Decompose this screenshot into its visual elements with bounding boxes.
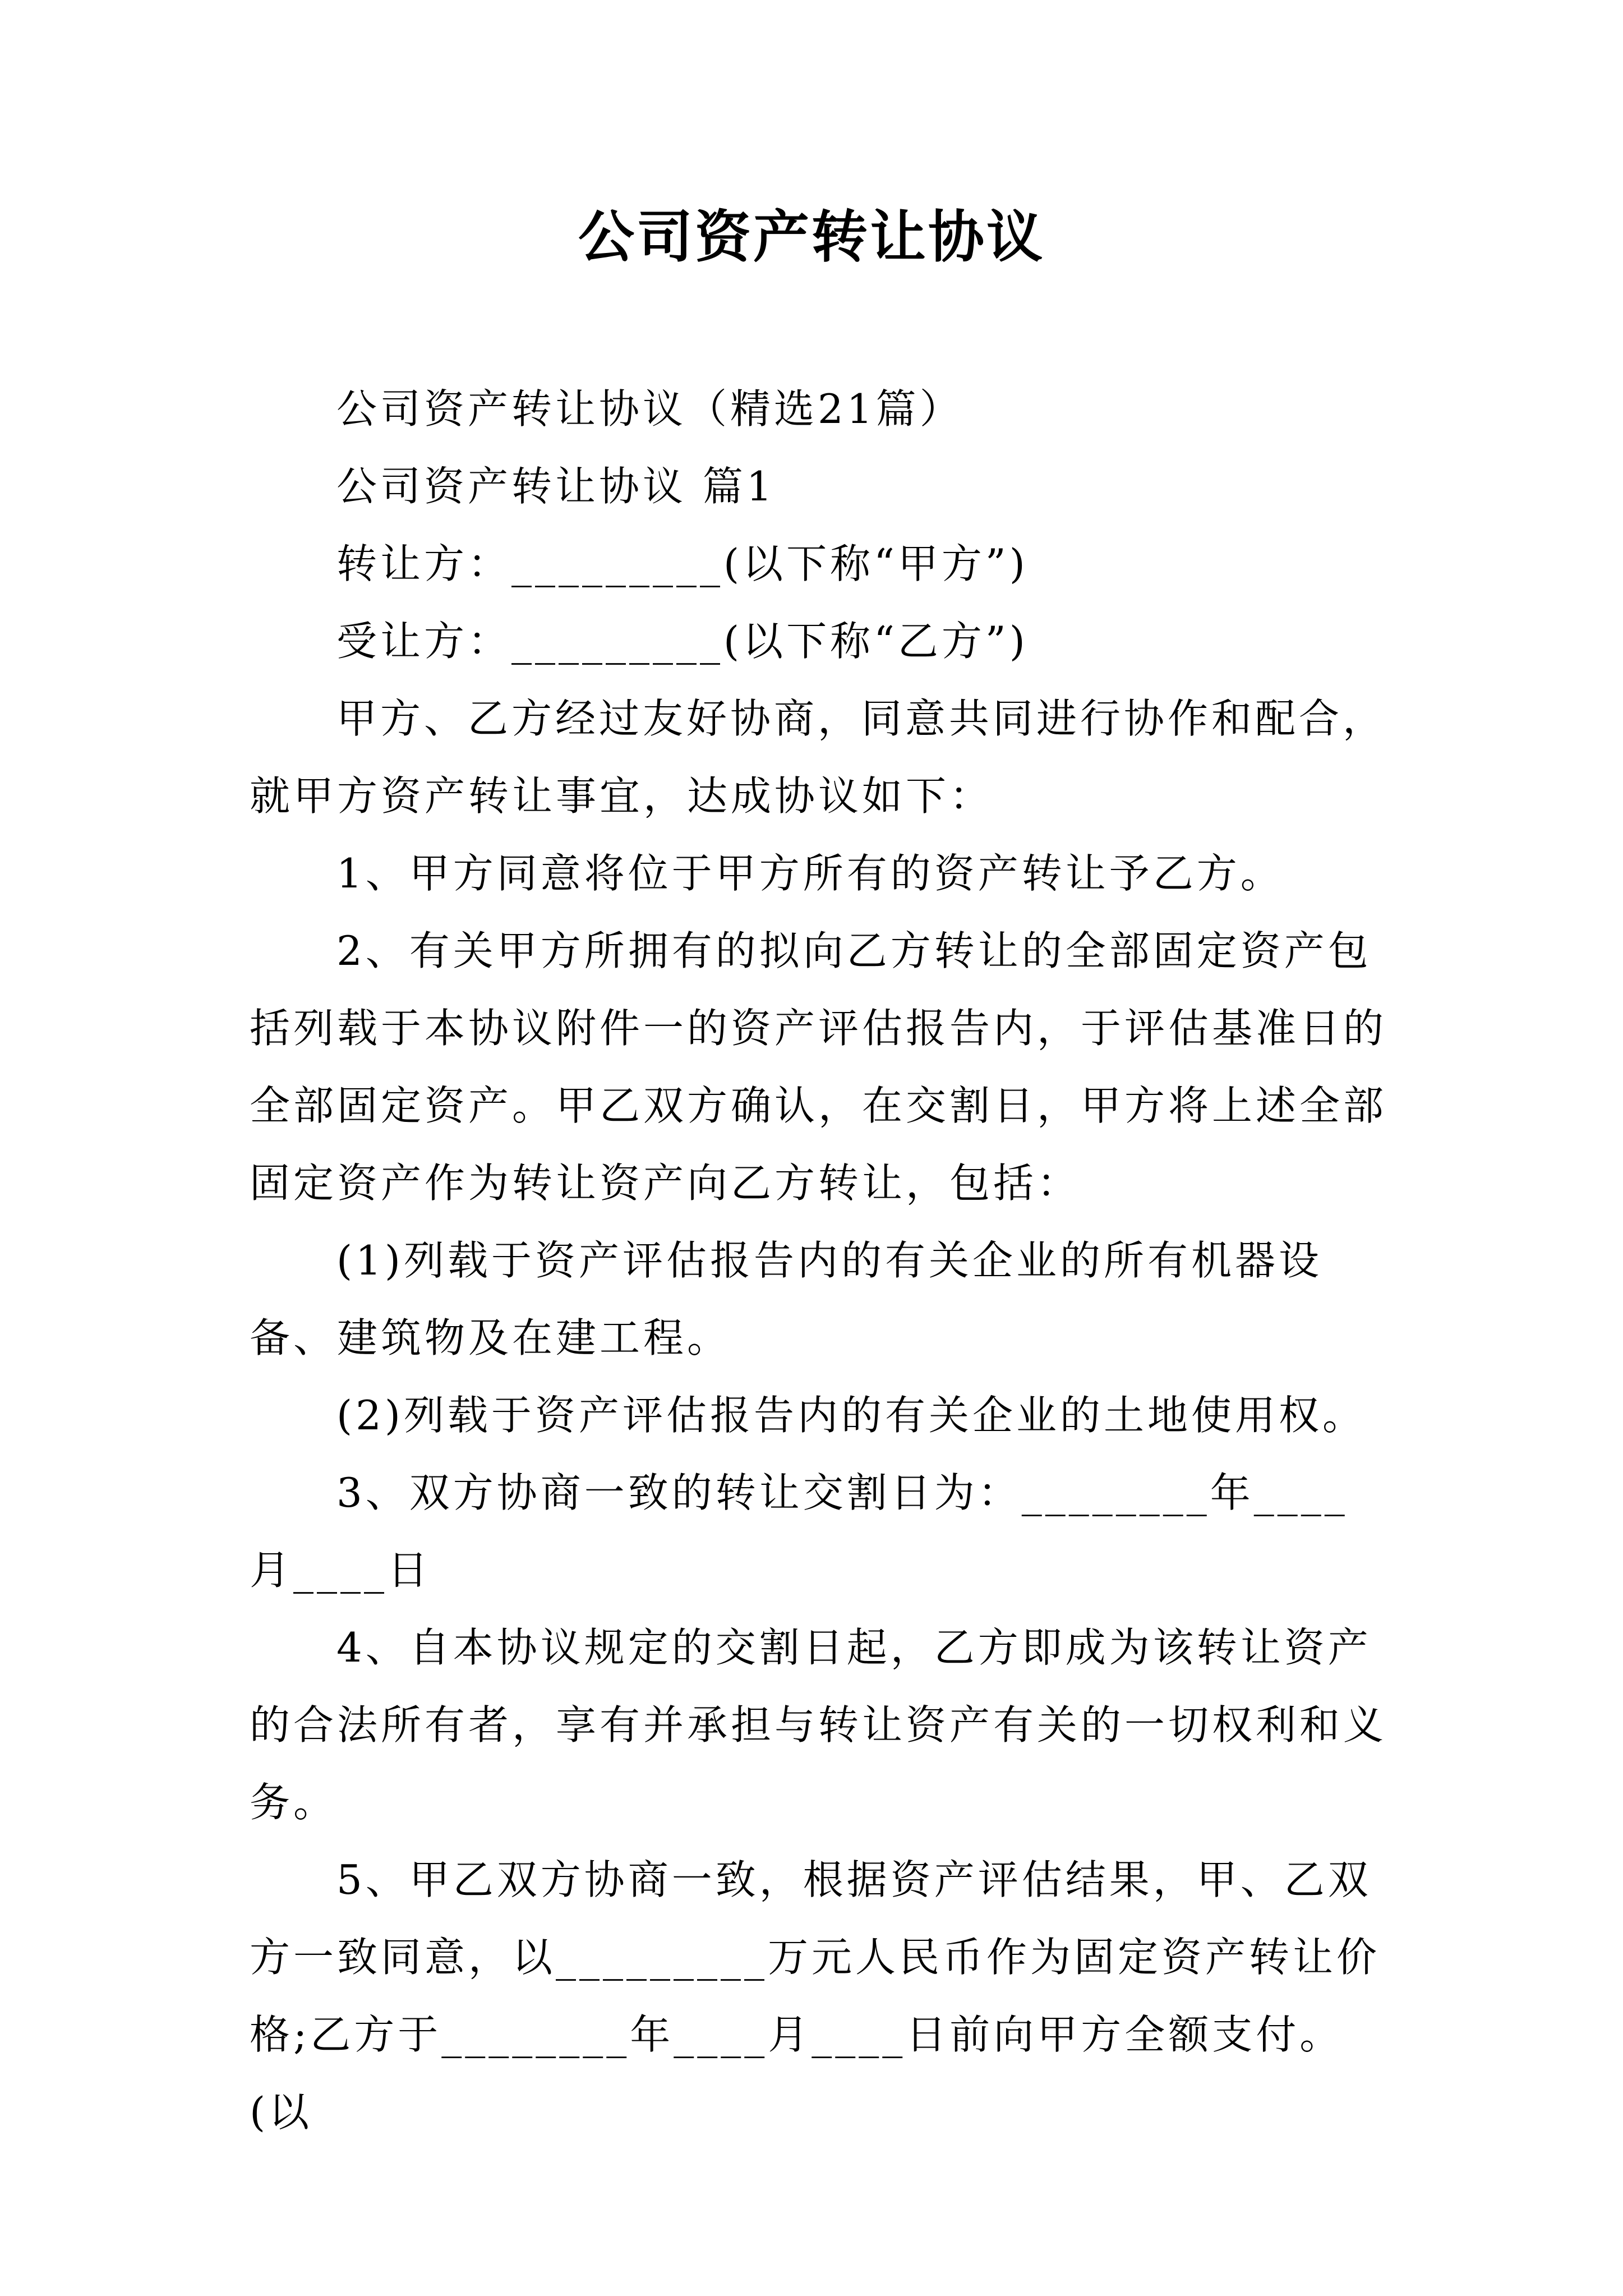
section-heading: 公司资产转让协议 篇1 (336, 463, 776, 510)
clause-3: 3、双方协商一致的转让交割日为：________年____月____日 (250, 1469, 1348, 1594)
transferee-line: 受让方：_________(以下称“乙方”) (336, 618, 1029, 665)
clause-5: 5、甲乙双方协商一致，根据资产评估结果，甲、乙双方一致同意，以_________万元人民币作为固定资产转让价格;乙方于________年____月____日前向甲方全额支付。(以 (250, 1856, 1381, 2136)
clause-4: 4、自本协议规定的交割日起，乙方即成为该转让资产的合法所有者，享有并承担与转让资产有关的一切权利和义务。 (250, 1624, 1387, 1826)
subtitle-paragraph: 公司资产转让协议（精选21篇） (336, 385, 963, 432)
document-body (250, 370, 1388, 2151)
document-title: 公司资产转让协议 (578, 204, 1045, 270)
clause-2-item-2: (2)列载于资产评估报告内的有关企业的土地使用权。 (336, 1392, 1366, 1439)
clause-2-item-1: (1)列载于资产评估报告内的有关企业的所有机器设备、建筑物及在建工程。 (250, 1237, 1322, 1361)
transferor-line: 转让方：_________(以下称“甲方”) (336, 540, 1029, 587)
clause-1: 1、甲方同意将位于甲方所有的资产转让予乙方。 (336, 850, 1284, 897)
intro-paragraph: 甲方、乙方经过友好协商，同意共同进行协作和配合，就甲方资产转让事宜，达成协议如下： (250, 695, 1387, 820)
clause-2: 2、有关甲方所拥有的拟向乙方转让的全部固定资产包括列载于本协议附件一的资产评估报告内，于评估基准日的全部固定资产。甲乙双方确认，在交割日，甲方将上述全部固定资产作为转让资产向乙方转让，包括： (250, 927, 1387, 1207)
